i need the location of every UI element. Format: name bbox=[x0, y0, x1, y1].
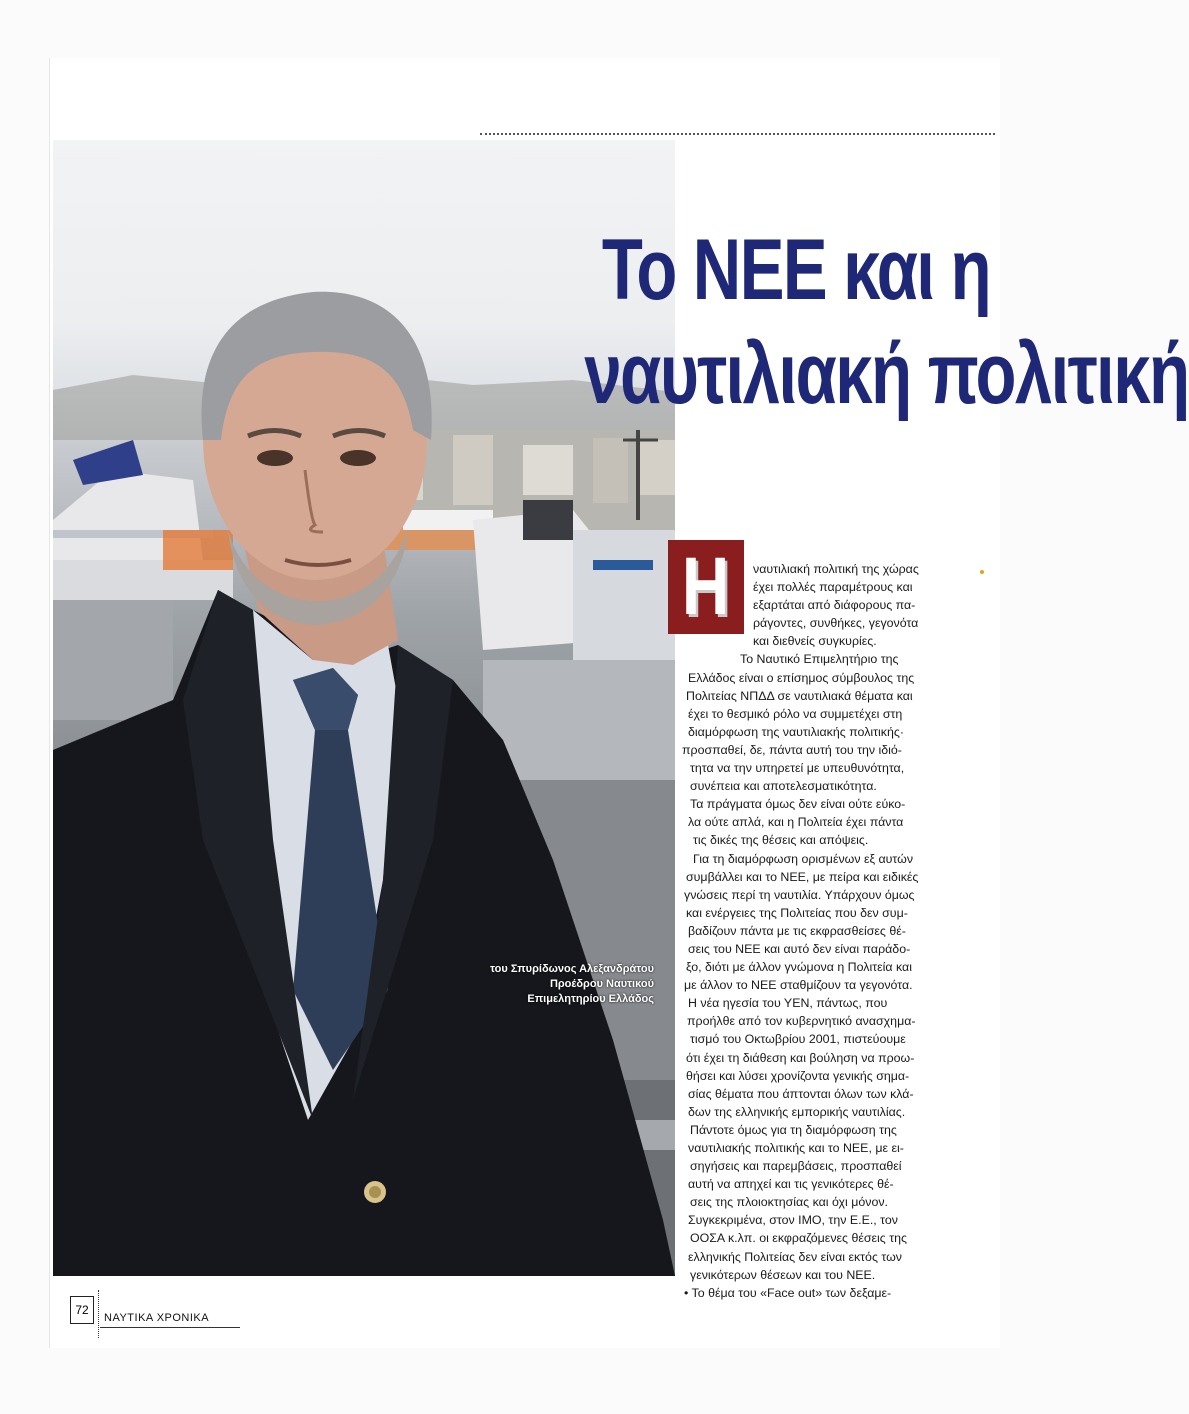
body-line: Τα πράγματα όμως δεν είναι ούτε εύκο- bbox=[690, 797, 906, 812]
body-line: συνέπεια και αποτελεσματικότητα. bbox=[690, 779, 877, 794]
body-line: θήσει και λύσει χρονίζοντα γενικής σημα- bbox=[686, 1068, 910, 1083]
body-line: προσπαθεί, δε, πάντα αυτή του την ιδιό- bbox=[682, 742, 902, 757]
footer-dotted-line bbox=[98, 1290, 99, 1338]
body-line: λα ούτε απλά, και η Πολιτεία έχει πάντα bbox=[688, 815, 904, 830]
body-line: τις δικές της θέσεις και απόψεις. bbox=[693, 833, 869, 848]
body-line: και διεθνείς συγκυρίες. bbox=[753, 634, 877, 649]
page-number: 72 bbox=[70, 1296, 94, 1324]
body-line: ναυτιλιακής πολιτικής και το ΝΕΕ, με ει- bbox=[688, 1141, 904, 1155]
drop-cap-letter: Η bbox=[682, 541, 730, 632]
body-line: ΟΟΣΑ κ.λπ. οι εκφραζόμενες θέσεις της bbox=[690, 1231, 907, 1246]
body-line: γνώσεις περί τη ναυτιλία. Υπάρχουν όμως bbox=[684, 887, 915, 902]
body-line: και ενέργειες της Πολιτείας που δεν συμ- bbox=[686, 905, 908, 920]
article-body bbox=[660, 560, 950, 1302]
body-line: σεις του ΝΕΕ και αυτό δεν είναι παράδο- bbox=[688, 941, 911, 956]
body-line: τισμό του Οκτωβρίου 2001, πιστεύουμε bbox=[690, 1032, 906, 1047]
title-line-1: Το ΝΕΕ και η bbox=[601, 222, 990, 318]
body-line: ναυτιλιακή πολιτική της χώρας bbox=[753, 562, 919, 576]
body-line: ράγοντες, συνθήκες, γεγονότα bbox=[753, 616, 919, 631]
body-line: έχει το θεσμικό ρόλο να συμμετέχει στη bbox=[688, 706, 903, 721]
top-dotted-rule bbox=[480, 133, 995, 135]
title-line-2: ναυτιλιακή πολιτική bbox=[584, 326, 1189, 422]
body-line: σίας θέματα που άπτονται όλων των κλά- bbox=[688, 1086, 914, 1101]
body-line: Ελλάδος είναι ο επίσημος σύμβουλος της bbox=[688, 670, 915, 685]
body-line: βαδίζουν πάντα με τις εκφρασθείσες θέ- bbox=[688, 923, 906, 938]
portrait-photo bbox=[53, 140, 675, 1276]
body-line: δων της ελληνικής εμπορικής ναυτιλίας. bbox=[688, 1104, 906, 1119]
body-line: προήλθε από τον κυβερνητικό ανασχημα- bbox=[687, 1014, 916, 1029]
body-line: σηγήσεις και παρεμβάσεις, προσπαθεί bbox=[690, 1159, 902, 1174]
body-line: • Το θέμα του «Face out» των δεξαμε- bbox=[684, 1285, 892, 1300]
body-line: εξαρτάται από διάφορους πα- bbox=[753, 598, 916, 613]
body-line: συμβάλλει και το ΝΕΕ, με πείρα και ειδικές bbox=[686, 869, 919, 884]
body-line: Πολιτείας ΝΠΔΔ σε ναυτιλιακά θέματα και bbox=[686, 688, 913, 703]
body-line: αυτή να απηχεί και τις γενικότερες θέ- bbox=[688, 1177, 894, 1192]
body-line: Για τη διαμόρφωση ορισμένων εξ αυτών bbox=[693, 851, 914, 866]
decorative-dot bbox=[980, 570, 984, 574]
body-line: Το Ναυτικό Επιμελητήριο της bbox=[740, 652, 899, 667]
body-line: διαμόρφωση της ναυτιλιακής πολιτικής· bbox=[688, 724, 904, 739]
author-byline bbox=[400, 962, 654, 1007]
byline-line-2: Προέδρου Ναυτικού bbox=[549, 978, 654, 990]
body-line: Συγκεκριμένα, στον ΙΜΟ, την Ε.Ε., τον bbox=[688, 1213, 898, 1228]
body-line: έχει πολλές παραμέτρους και bbox=[753, 580, 913, 595]
body-line: γενικότερων θέσεων και του ΝΕΕ. bbox=[690, 1267, 876, 1282]
byline-line-3: Επιμελητηρίου Ελλάδος bbox=[527, 993, 654, 1005]
footer-rule bbox=[100, 1327, 240, 1328]
body-line: ότι έχει τη διάθεση και βούληση να προω- bbox=[686, 1050, 915, 1065]
body-line: ελληνικής Πολιτείας δεν είναι εκτός των bbox=[688, 1249, 902, 1264]
body-line: με άλλον το ΝΕΕ σταθμίζουν τα γεγονότα. bbox=[684, 978, 913, 993]
article-title bbox=[584, 218, 1189, 426]
byline-line-1: του Σπυρίδωνος Αλεξανδράτου bbox=[490, 963, 654, 975]
body-line: τητα να την υπηρετεί με υπευθυνότητα, bbox=[690, 761, 905, 776]
body-line: σεις της πλοιοκτησίας και όχι μόνον. bbox=[690, 1195, 889, 1210]
magazine-name: ΝΑΥΤΙΚΑ ΧΡΟΝΙΚΑ bbox=[104, 1312, 210, 1324]
body-line: Η νέα ηγεσία του ΥΕΝ, πάντως, που bbox=[688, 996, 888, 1011]
body-line: ξο, διότι με άλλον γνώμονα η Πολιτεία και bbox=[686, 960, 912, 975]
body-line: Πάντοτε όμως για τη διαμόρφωση της bbox=[690, 1122, 897, 1137]
